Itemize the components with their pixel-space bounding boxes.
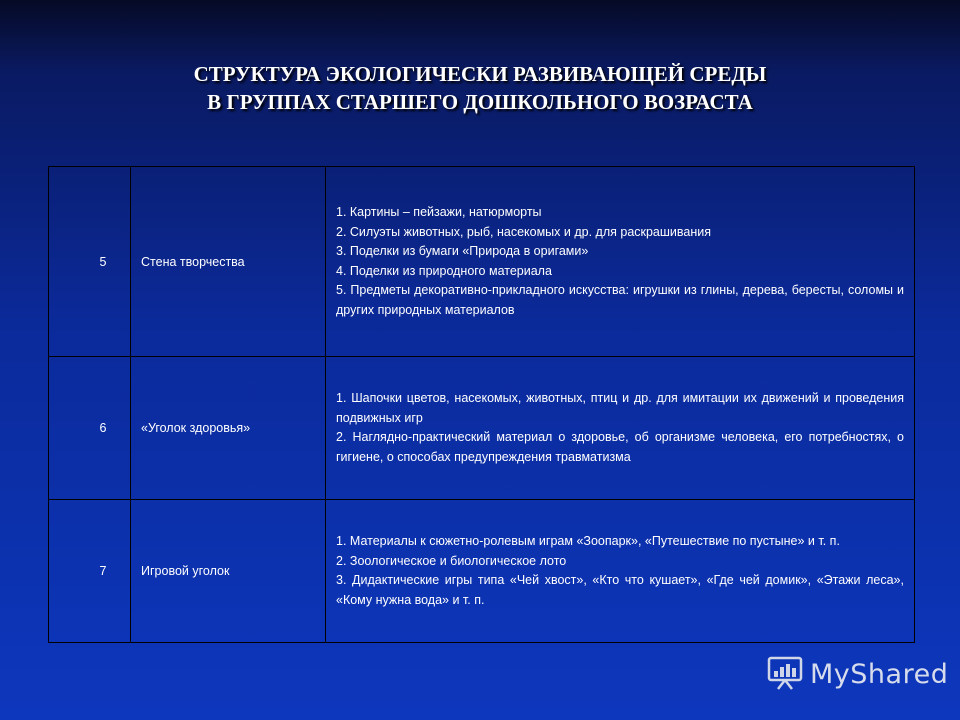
- zone-contents: [326, 500, 915, 643]
- watermark-text: MyShared: [810, 658, 949, 690]
- row-number: 5: [49, 167, 131, 357]
- title-line-1: СТРУКТУРА ЭКОЛОГИЧЕСКИ РАЗВИВАЮЩЕЙ СРЕДЫ: [193, 62, 767, 86]
- presentation-icon: [766, 654, 804, 695]
- zone-contents: [326, 357, 915, 500]
- table-row: [49, 167, 915, 357]
- content-item: 2. Наглядно-практический материал о здоровье, об организме человека, его потребностях, о гигиене, о способах предупреждения травматизма: [336, 430, 904, 464]
- content-item: 5. Предметы декоративно-прикладного искусства: игрушки из глины, дерева, бересты, соломы и других природных материалов: [336, 283, 904, 317]
- table-row: [49, 357, 915, 500]
- content-item: 1. Шапочки цветов, насекомых, животных, птиц и др. для имитации их движений и проведения подвижных игр: [336, 391, 904, 425]
- zone-name: Игровой уголок: [131, 500, 326, 643]
- row-number: 6: [49, 357, 131, 500]
- content-item: 2. Силуэты животных, рыб, насекомых и др. для раскрашивания: [336, 224, 712, 239]
- zone-contents: [326, 167, 915, 357]
- content-item: 3. Дидактические игры типа «Чей хвост», «Кто что кушает», «Где чей домик», «Этажи леса», «Кому нужна вода» и т. п.: [336, 573, 904, 607]
- slide-title: [0, 60, 960, 116]
- content-item: 1. Картины – пейзажи, натюрморты: [336, 205, 542, 219]
- content-item: 4. Поделки из природного материала: [336, 263, 552, 278]
- content-item: 3. Поделки из бумаги «Природа в оригами»: [336, 244, 589, 258]
- zone-name: Стена творчества: [131, 167, 326, 357]
- title-line-2: В ГРУППАХ СТАРШЕГО ДОШКОЛЬНОГО ВОЗРАСТА: [207, 90, 753, 114]
- content-item: 1. Материалы к сюжетно-ролевым играм «Зоопарк», «Путешествие по пустыне» и т. п.: [336, 534, 840, 548]
- row-number: 7: [49, 500, 131, 643]
- environment-structure-table: [48, 166, 915, 643]
- content-item: 2. Зоологическое и биологическое лото: [336, 553, 567, 568]
- myshared-watermark: [766, 654, 948, 694]
- table-row: [49, 500, 915, 643]
- zone-name: «Уголок здоровья»: [131, 357, 326, 500]
